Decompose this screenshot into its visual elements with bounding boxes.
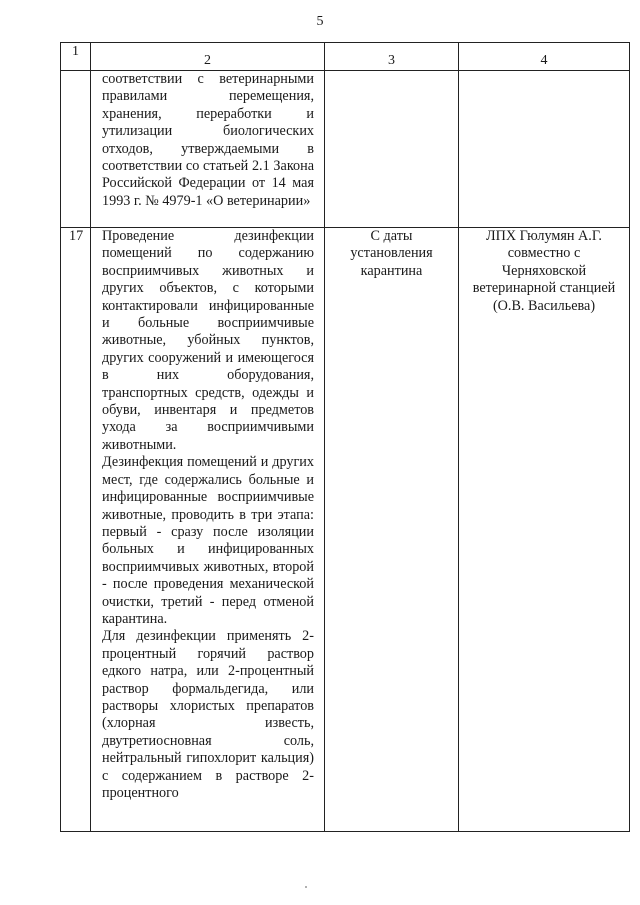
row-number-cell — [61, 228, 91, 832]
row-responsible-cell — [459, 71, 630, 228]
row-date-cell — [325, 71, 459, 228]
table-row — [61, 71, 630, 228]
row-date: С даты установления карантина — [350, 228, 433, 279]
header-col-3: 3 — [325, 43, 459, 71]
scan-speck — [305, 886, 307, 888]
row-description-cell — [91, 71, 325, 228]
row-date-cell — [325, 228, 459, 832]
header-col-4: 4 — [459, 43, 630, 71]
page-number: 5 — [316, 14, 324, 29]
table-header-row — [61, 43, 630, 71]
row-description: соответствии с ветеринарными правилами перемещения, хранения, переработки и утилизации биологических отходов, утверждаемыми в соответствии со статьей 2.1 Закона Российской Федерации от 14 мая 1993 г. № 4979-1 «О ветеринарии» — [102, 71, 314, 209]
header-col-1: 1 — [61, 43, 91, 71]
row-responsible-cell — [459, 228, 630, 832]
row-responsible: ЛПХ Гюлумян А.Г. совместно с Черняховской ветеринарной станцией (О.В. Васильева) — [472, 228, 616, 314]
measures-table — [60, 42, 630, 832]
table-row — [61, 228, 630, 832]
row-description-cell — [91, 228, 325, 832]
description-paragraph-3: Для дезинфекции применять 2-процентный горячий раствор едкого натра, или 2-процентный раствор формальдегида, или растворы хлористых препаратов (хлорная известь, двутретиосновная соль, нейтральный гипохлорит кальция) с содержанием в растворе 2-процентного — [102, 628, 314, 801]
row-number: 17 — [69, 228, 84, 244]
row-number-cell — [61, 71, 91, 228]
description-paragraph-1: Проведение дезинфекции помещений по содержанию восприимчивых животных и других объектов, с которыми контактировали инфицированные и больные восприимчивые животные, убойных пунктов, других сооружений и имеющегося в них оборудования, транспортных средств, одежды и обуви, инвентаря и предметов ухода за восприимчивыми животными. — [102, 228, 314, 453]
header-col-2: 2 — [91, 43, 325, 71]
description-paragraph-2: Дезинфекция помещений и других мест, где содержались больные и инфицированные восприимчивые животные, проводить в три этапа: первый - сразу после изоляции больных и инфицированных восприимчивых животных, второй - после проведения механической очистки, третий - перед отменой карантина. — [102, 454, 314, 627]
